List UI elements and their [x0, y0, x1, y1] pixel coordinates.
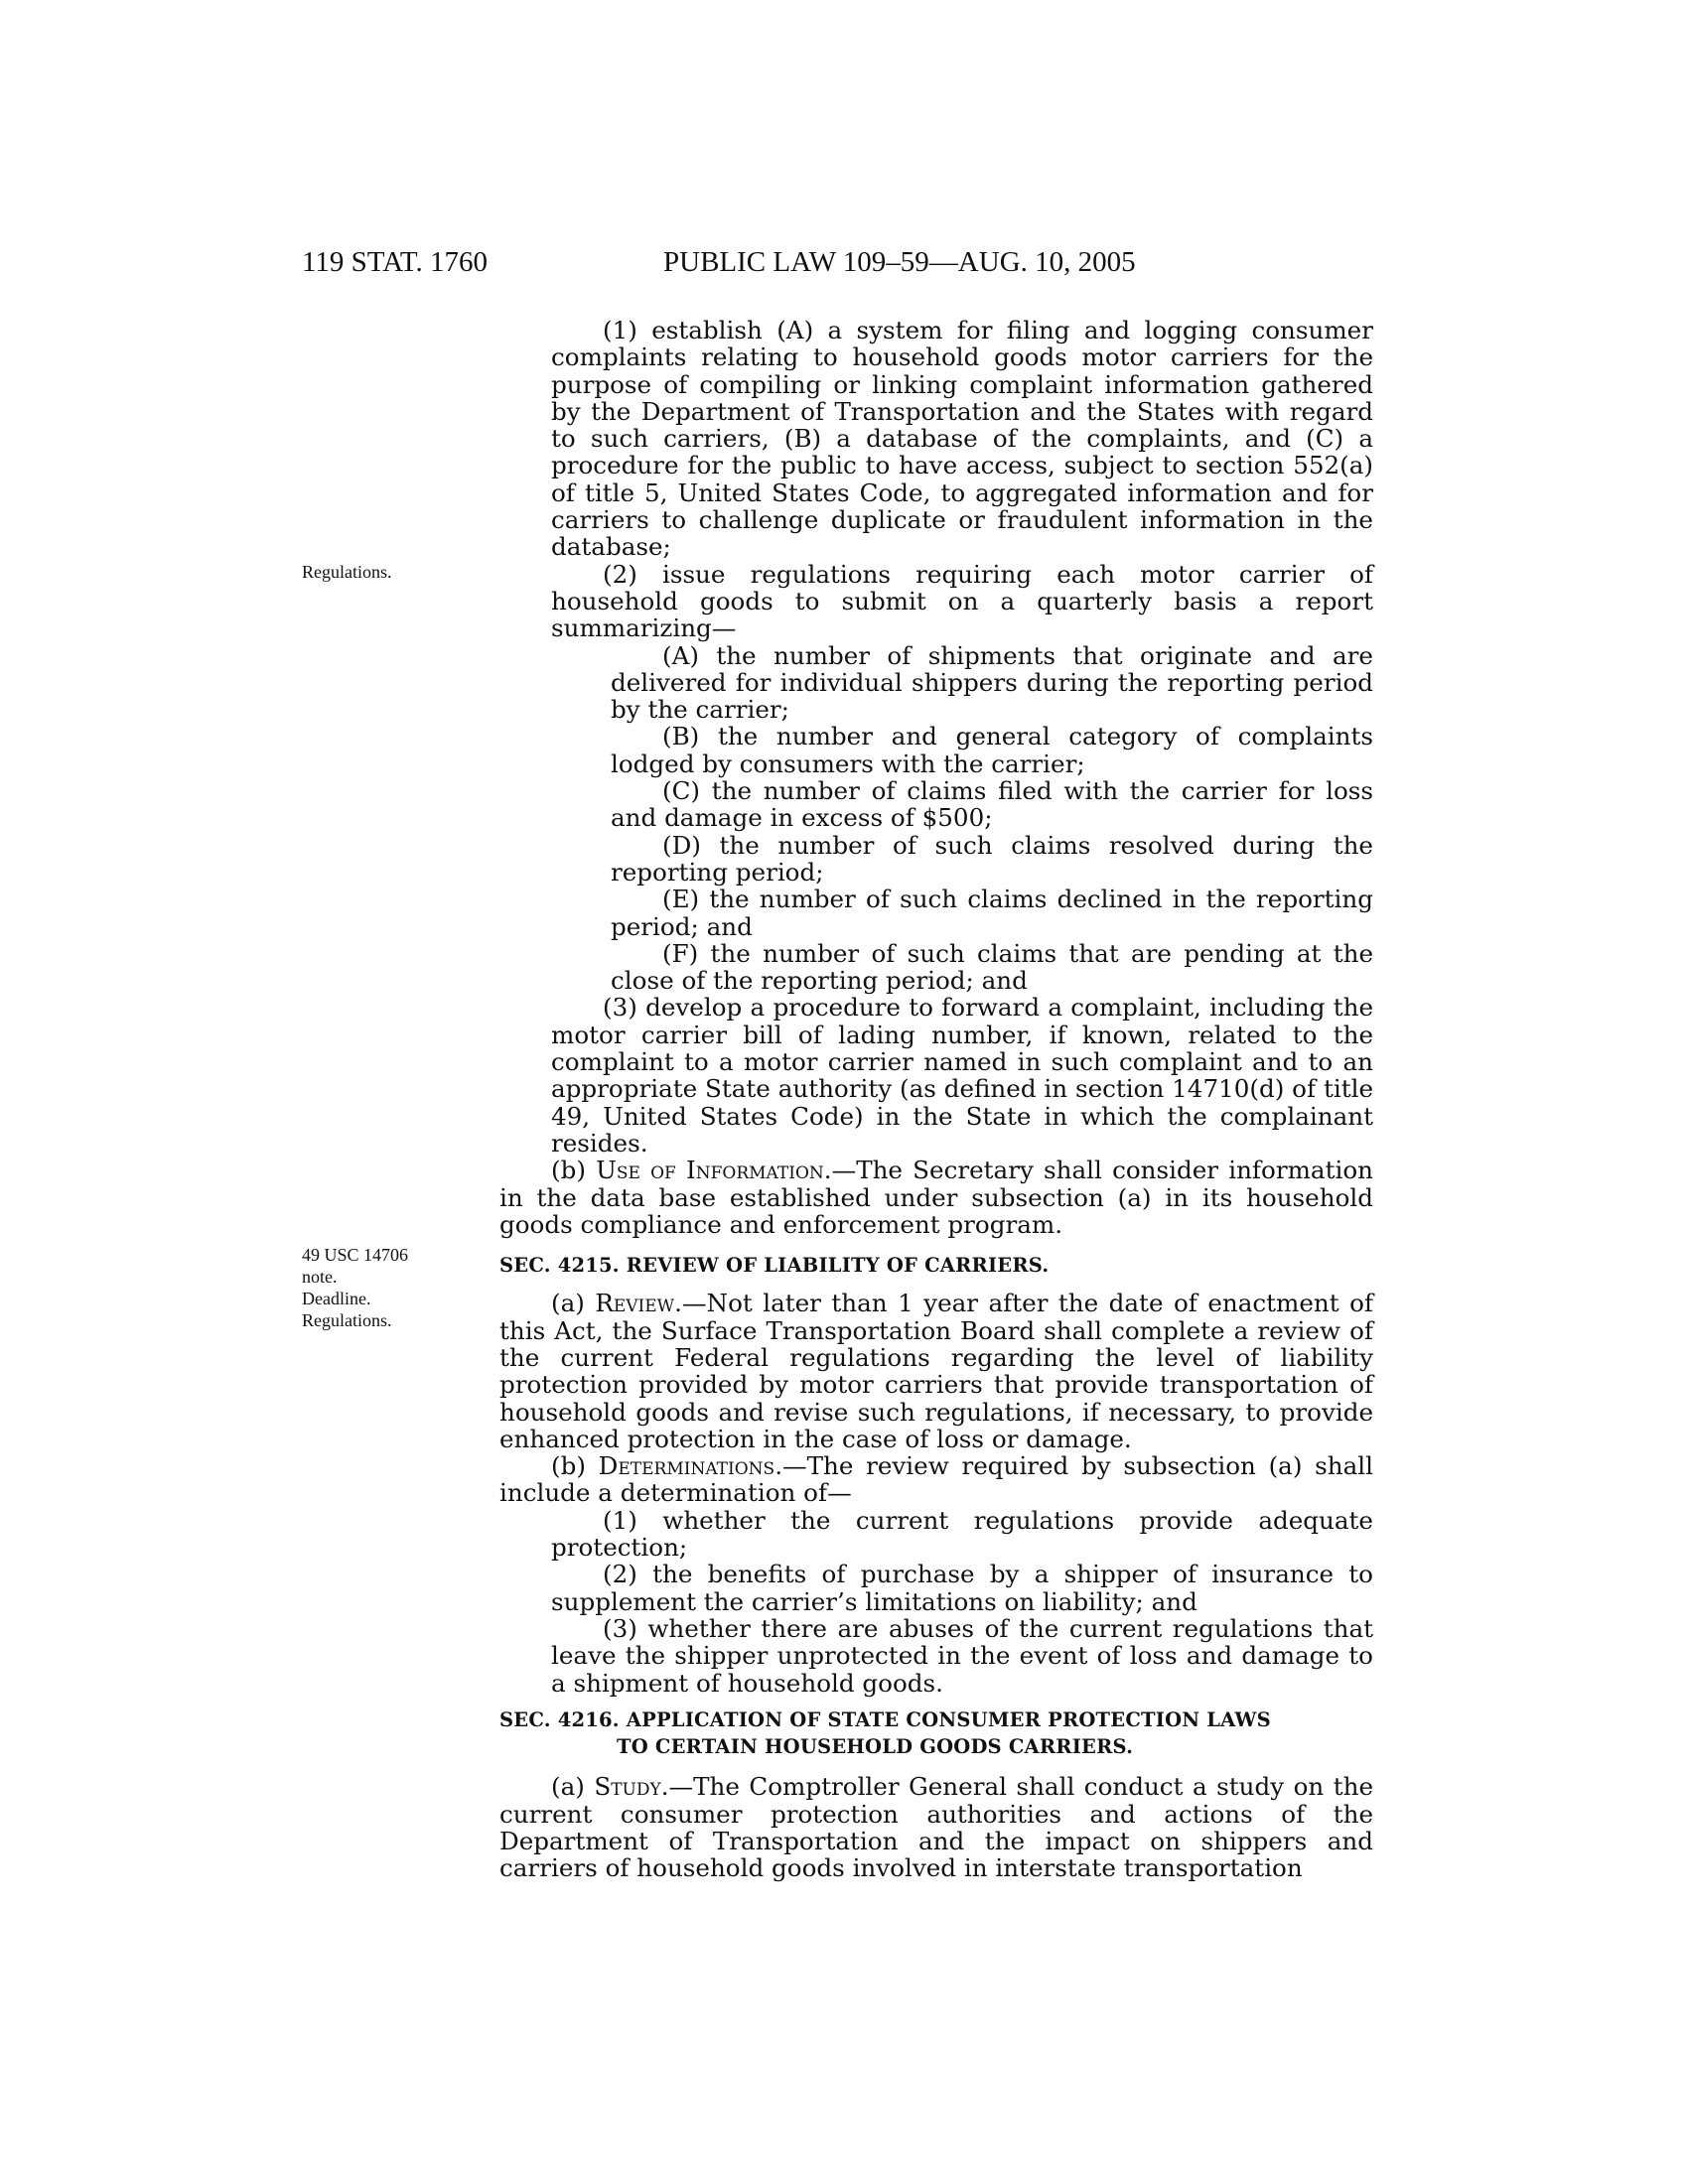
subsection-b-use-of-information: (b) Use of Information.—The Secretary shall consider information in the data base established under subsection (a) in its household goods compliance and enforcement program. [499, 1156, 1373, 1239]
subparagraph-a: (A) the number of shipments that originate and are delivered for individual shippers during the reporting period by the carrier; [611, 640, 1373, 725]
section-4216-heading-line2: TO CERTAIN HOUSEHOLD GOODS CARRIERS. [617, 1735, 1134, 1759]
subparagraph-c: (C) the number of claims filed with the carrier for loss and damage in excess of $500; [611, 776, 1373, 833]
paragraph-2: (2) issue regulations requiring each motor carrier of household goods to submit on a quarterly basis a report summarizing— [551, 559, 1373, 643]
subparagraph-f: (F) the number of such claims that are pending at the close of the reporting period; and [611, 938, 1373, 996]
subsection-a-heading: Review [595, 1289, 675, 1318]
subsection-b-heading: Use of Information [596, 1156, 824, 1185]
section-4215-subsection-a: (a) Review.—Not later than 1 year after the date of enactment of this Act, the Surface Transportation Board shall complete a review of the current Federal regulations regarding the level of liability protection provided by motor carriers that provide transportation of household goods and revise such regulations, if necessary, to provide enhanced protection in the case of loss or damage. [499, 1289, 1373, 1453]
section-4216-heading-line1: SEC. 4216. APPLICATION OF STATE CONSUMER PROTECTION LAWS [499, 1707, 1271, 1731]
subparagraph-d: (D) the number of such claims resolved during the reporting period; [611, 830, 1373, 887]
determination-1: (1) whether the current regulations provide adequate protection; [551, 1505, 1373, 1563]
subsection-a-text: Not later than 1 year after the date of enactment of this Act, the Surface Transportation Board shall complete a review of the current Federal regulations regarding the level of liability protection provided by motor carriers that provide transportation of household goods and revise such regulations, if necessary, to provide enhanced protection in the case of loss or damage. [499, 1289, 1373, 1453]
paragraph-3: (3) develop a procedure to forward a complaint, including the motor carrier bill of lading number, if known, related to the complaint to a motor carrier named in such complaint and to an appropriate State authority (as defined in section 14710(d) of title 49, United States Code) in the State in which the complainant resides. [551, 993, 1373, 1158]
determination-3: (3) whether there are abuses of the current regulations that leave the shipper unprotected in the event of loss and damage to a shipment of household goods. [551, 1613, 1373, 1698]
margin-note-regulations-2: Regulations. [302, 1310, 392, 1330]
running-header: PUBLIC LAW 109–59—AUG. 10, 2005 [663, 246, 1136, 278]
margin-note-note: note. [302, 1267, 338, 1287]
margin-note-deadline: Deadline. [302, 1289, 371, 1308]
subsection-b-determinations-heading: Determinations [598, 1451, 775, 1481]
margin-note-regulations: Regulations. [302, 562, 392, 582]
study-text: The Comptroller General shall conduct a study on the current consumer protection authorities and actions of the Department of Transportation and the impact on shippers and carriers of household goods involved in interstate transportation [499, 1772, 1373, 1883]
subsection-b-determinations-text: The review required by subsection (a) shall include a determination of— [499, 1451, 1373, 1508]
margin-note-citation [302, 1244, 408, 1331]
subsection-b-text: The Secretary shall consider information in the data base established under subsection (a) in its household goods compliance and enforcement program. [499, 1156, 1373, 1239]
paragraph-1: (1) establish (A) a system for filing and logging consumer complaints relating to household goods motor carriers for the purpose of compiling or linking complaint information gathered by the Department of Transportation and the States with regard to such carriers, (B) a database of the complaints, and (C) a procedure for the public to have access, subject to section 552(a) of title 5, United States Code, to aggregated information and for carriers to challenge duplicate or fraudulent information in the database; [551, 316, 1373, 562]
document-body [499, 317, 1373, 1882]
section-4215-heading: SEC. 4215. REVIEW OF LIABILITY OF CARRIERS. [499, 1254, 1050, 1278]
subparagraph-e: (E) the number of such claims declined in the reporting period; and [611, 885, 1373, 941]
section-4216-heading [499, 1706, 1373, 1761]
subparagraph-b: (B) the number and general category of complaints lodged by consumers with the carrier; [611, 722, 1373, 778]
margin-note-usc: 49 USC 14706 [302, 1245, 409, 1265]
section-4215-subsection-b: (b) Determinations.—The review required by subsection (a) shall include a determination of— [499, 1451, 1373, 1508]
stat-page-number: 119 STAT. 1760 [302, 246, 488, 278]
study-heading: Study [594, 1772, 661, 1802]
section-4216-subsection-a: (a) Study.—The Comptroller General shall conduct a study on the current consumer protection authorities and actions of the Department of Transportation and the impact on shippers and carriers of household goods involved in interstate transportation [499, 1772, 1373, 1883]
determination-2: (2) the benefits of purchase by a shipper of insurance to supplement the carrier’s limitations on liability; and [551, 1560, 1373, 1616]
